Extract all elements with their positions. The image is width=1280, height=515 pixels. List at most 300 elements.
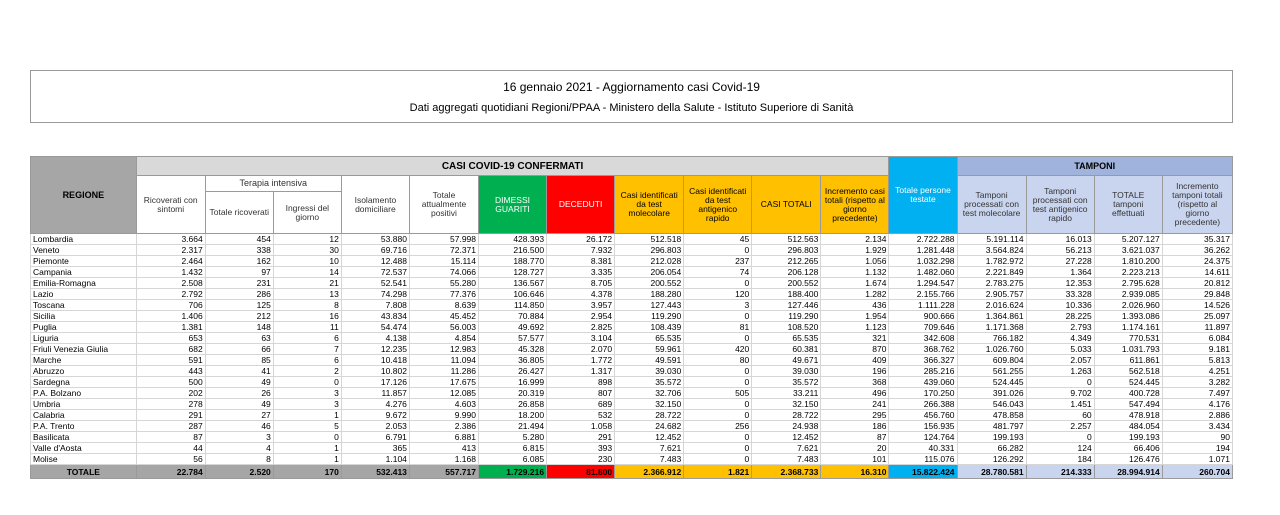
cell-ricoverati: 1.406 (136, 311, 205, 322)
total-tamponi-molecolare: 28.780.581 (957, 465, 1026, 479)
cell-antigenico: 120 (684, 289, 752, 300)
cell-tamponi-molecolare: 766.182 (957, 333, 1026, 344)
cell-tamponi-molecolare: 2.016.624 (957, 300, 1026, 311)
cell-incremento-casi: 186 (821, 421, 889, 432)
cell-isolamento: 74.298 (341, 289, 409, 300)
cell-persone-testate: 366.327 (889, 355, 957, 366)
cell-persone-testate: 285.216 (889, 366, 957, 377)
cell-molecolare: 200.552 (615, 278, 684, 289)
cell-dimessi: 6.815 (479, 443, 547, 454)
cell-regione: P.A. Trento (31, 421, 137, 432)
cell-casi-totali: 39.030 (752, 366, 821, 377)
cell-tamponi-molecolare: 1.026.760 (957, 344, 1026, 355)
cell-isolamento: 43.834 (341, 311, 409, 322)
header-totale-ricoverati: Totale ricoverati (205, 192, 273, 234)
cell-ingressi: 12 (273, 234, 341, 245)
cell-incremento-casi: 2.134 (821, 234, 889, 245)
cell-persone-testate: 368.762 (889, 344, 957, 355)
table-row (31, 366, 1233, 377)
cell-antigenico: 0 (684, 278, 752, 289)
cell-dimessi: 114.850 (479, 300, 547, 311)
table-row (31, 344, 1233, 355)
cell-dimessi: 136.567 (479, 278, 547, 289)
totals-row (31, 465, 1233, 479)
cell-positivi: 17.675 (409, 377, 478, 388)
cell-incremento-casi: 1.123 (821, 322, 889, 333)
cell-totale-ricoverati: 46 (205, 421, 273, 432)
header-deceduti: DECEDUTI (547, 176, 615, 234)
cell-antigenico: 0 (684, 432, 752, 443)
cell-deceduti: 3.104 (547, 333, 615, 344)
cell-tamponi-totale: 484.054 (1094, 421, 1162, 432)
cell-tamponi-totale: 478.918 (1094, 410, 1162, 421)
cell-isolamento: 72.537 (341, 267, 409, 278)
cell-persone-testate: 156.935 (889, 421, 957, 432)
cell-casi-totali: 206.128 (752, 267, 821, 278)
cell-deceduti: 291 (547, 432, 615, 443)
header-terapia-intensiva: Terapia intensiva (205, 176, 341, 192)
cell-incremento-tamponi: 36.262 (1162, 245, 1232, 256)
cell-molecolare: 512.518 (615, 234, 684, 245)
cell-dimessi: 21.494 (479, 421, 547, 432)
cell-molecolare: 12.452 (615, 432, 684, 443)
cell-ricoverati: 287 (136, 421, 205, 432)
cell-isolamento: 17.126 (341, 377, 409, 388)
cell-tamponi-molecolare: 2.905.757 (957, 289, 1026, 300)
cell-totale-ricoverati: 125 (205, 300, 273, 311)
table-row (31, 267, 1233, 278)
cell-ricoverati: 44 (136, 443, 205, 454)
cell-incremento-tamponi: 194 (1162, 443, 1232, 454)
cell-tamponi-antigenico: 2.793 (1026, 322, 1094, 333)
cell-positivi: 57.998 (409, 234, 478, 245)
header-tamponi-molecolare: Tamponi processati con test molecolare (957, 176, 1026, 234)
cell-isolamento: 69.716 (341, 245, 409, 256)
cell-isolamento: 4.276 (341, 399, 409, 410)
cell-tamponi-antigenico: 124 (1026, 443, 1094, 454)
cell-tamponi-antigenico: 12.353 (1026, 278, 1094, 289)
cell-regione: Marche (31, 355, 137, 366)
cell-deceduti: 1.058 (547, 421, 615, 432)
cell-ricoverati: 1.432 (136, 267, 205, 278)
cell-persone-testate: 342.608 (889, 333, 957, 344)
cell-regione: Piemonte (31, 256, 137, 267)
cell-casi-totali: 108.520 (752, 322, 821, 333)
cell-dimessi: 188.770 (479, 256, 547, 267)
cell-ingressi: 2 (273, 366, 341, 377)
cell-totale-ricoverati: 8 (205, 454, 273, 465)
cell-ingressi: 21 (273, 278, 341, 289)
cell-antigenico: 0 (684, 454, 752, 465)
cell-isolamento: 10.802 (341, 366, 409, 377)
cell-isolamento: 54.474 (341, 322, 409, 333)
cell-antigenico: 3 (684, 300, 752, 311)
cell-molecolare: 39.030 (615, 366, 684, 377)
cell-persone-testate: 456.760 (889, 410, 957, 421)
cell-persone-testate: 1.281.448 (889, 245, 957, 256)
cell-tamponi-molecolare: 524.445 (957, 377, 1026, 388)
total-isolamento: 532.413 (341, 465, 409, 479)
cell-totale-ricoverati: 63 (205, 333, 273, 344)
cell-antigenico: 0 (684, 377, 752, 388)
cell-antigenico: 0 (684, 443, 752, 454)
cell-casi-totali: 35.572 (752, 377, 821, 388)
total-deceduti: 81.800 (547, 465, 615, 479)
header-tamponi: TAMPONI (957, 157, 1232, 176)
table-row (31, 289, 1233, 300)
cell-tamponi-totale: 524.445 (1094, 377, 1162, 388)
report-title: 16 gennaio 2021 - Aggiornamento casi Covid-19 (503, 80, 760, 94)
cell-regione: Friuli Venezia Giulia (31, 344, 137, 355)
cell-deceduti: 1.317 (547, 366, 615, 377)
cell-ricoverati: 2.508 (136, 278, 205, 289)
cell-tamponi-totale: 562.518 (1094, 366, 1162, 377)
cell-totale-ricoverati: 27 (205, 410, 273, 421)
header-dimessi: DIMESSI GUARITI (479, 176, 547, 234)
cell-tamponi-totale: 1.810.200 (1094, 256, 1162, 267)
cell-casi-totali: 200.552 (752, 278, 821, 289)
table-row (31, 432, 1233, 443)
cell-persone-testate: 115.076 (889, 454, 957, 465)
cell-ingressi: 0 (273, 432, 341, 443)
cell-tamponi-totale: 5.207.127 (1094, 234, 1162, 245)
table-row (31, 443, 1233, 454)
cell-tamponi-antigenico: 28.225 (1026, 311, 1094, 322)
total-antigenico: 1.821 (684, 465, 752, 479)
cell-totale-ricoverati: 212 (205, 311, 273, 322)
cell-isolamento: 6.791 (341, 432, 409, 443)
cell-molecolare: 35.572 (615, 377, 684, 388)
cell-isolamento: 11.857 (341, 388, 409, 399)
cell-casi-totali: 119.290 (752, 311, 821, 322)
cell-incremento-casi: 241 (821, 399, 889, 410)
cell-dimessi: 216.500 (479, 245, 547, 256)
cell-persone-testate: 2.722.288 (889, 234, 957, 245)
cell-molecolare: 49.591 (615, 355, 684, 366)
cell-casi-totali: 7.621 (752, 443, 821, 454)
cell-isolamento: 10.418 (341, 355, 409, 366)
cell-casi-totali: 296.803 (752, 245, 821, 256)
cell-incremento-tamponi: 14.611 (1162, 267, 1232, 278)
cell-incremento-casi: 321 (821, 333, 889, 344)
cell-tamponi-molecolare: 66.282 (957, 443, 1026, 454)
cell-ricoverati: 500 (136, 377, 205, 388)
total-tamponi-totale: 28.994.914 (1094, 465, 1162, 479)
cell-ingressi: 16 (273, 311, 341, 322)
cell-incremento-casi: 87 (821, 432, 889, 443)
cell-regione: Emilia-Romagna (31, 278, 137, 289)
cell-regione: Toscana (31, 300, 137, 311)
cell-tamponi-totale: 547.494 (1094, 399, 1162, 410)
cell-tamponi-totale: 3.621.037 (1094, 245, 1162, 256)
cell-positivi: 8.639 (409, 300, 478, 311)
total-tamponi-antigenico: 214.333 (1026, 465, 1094, 479)
cell-deceduti: 26.172 (547, 234, 615, 245)
cell-incremento-casi: 1.282 (821, 289, 889, 300)
cell-ingressi: 5 (273, 421, 341, 432)
header-tamponi-antigenico: Tamponi processati con test antigenico rapido (1026, 176, 1094, 234)
cell-persone-testate: 439.060 (889, 377, 957, 388)
cell-ingressi: 7 (273, 344, 341, 355)
cell-ricoverati: 443 (136, 366, 205, 377)
cell-positivi: 15.114 (409, 256, 478, 267)
cell-incremento-casi: 436 (821, 300, 889, 311)
total-dimessi: 1.729.216 (479, 465, 547, 479)
cell-casi-totali: 212.265 (752, 256, 821, 267)
total-totale-ricoverati: 2.520 (205, 465, 273, 479)
cell-incremento-casi: 101 (821, 454, 889, 465)
cell-tamponi-antigenico: 1.263 (1026, 366, 1094, 377)
cell-ingressi: 30 (273, 245, 341, 256)
cell-deceduti: 807 (547, 388, 615, 399)
cell-ingressi: 0 (273, 377, 341, 388)
cell-incremento-casi: 196 (821, 366, 889, 377)
cell-incremento-tamponi: 11.897 (1162, 322, 1232, 333)
cell-casi-totali: 127.446 (752, 300, 821, 311)
header-isolamento: Isolamento domiciliare (341, 176, 409, 234)
cell-casi-totali: 49.671 (752, 355, 821, 366)
cell-tamponi-antigenico: 56.213 (1026, 245, 1094, 256)
cell-molecolare: 28.722 (615, 410, 684, 421)
cell-totale-ricoverati: 85 (205, 355, 273, 366)
cell-tamponi-totale: 2.795.628 (1094, 278, 1162, 289)
covid-data-table (30, 156, 1233, 479)
table-row (31, 421, 1233, 432)
cell-dimessi: 70.884 (479, 311, 547, 322)
table-row (31, 311, 1233, 322)
cell-dimessi: 128.727 (479, 267, 547, 278)
cell-deceduti: 8.705 (547, 278, 615, 289)
cell-positivi: 12.983 (409, 344, 478, 355)
cell-antigenico: 45 (684, 234, 752, 245)
header-molecolare: Casi identificati da test molecolare (615, 176, 684, 234)
cell-incremento-tamponi: 20.812 (1162, 278, 1232, 289)
cell-isolamento: 12.488 (341, 256, 409, 267)
table-row (31, 256, 1233, 267)
cell-casi-totali: 188.400 (752, 289, 821, 300)
cell-tamponi-molecolare: 1.782.972 (957, 256, 1026, 267)
cell-ricoverati: 3.664 (136, 234, 205, 245)
table-row (31, 322, 1233, 333)
cell-persone-testate: 1.032.298 (889, 256, 957, 267)
cell-regione: Abruzzo (31, 366, 137, 377)
total-positivi: 557.717 (409, 465, 478, 479)
cell-regione: Umbria (31, 399, 137, 410)
cell-antigenico: 0 (684, 399, 752, 410)
cell-tamponi-molecolare: 481.797 (957, 421, 1026, 432)
cell-antigenico: 81 (684, 322, 752, 333)
cell-totale-ricoverati: 231 (205, 278, 273, 289)
cell-incremento-tamponi: 90 (1162, 432, 1232, 443)
total-ingressi: 170 (273, 465, 341, 479)
cell-tamponi-molecolare: 1.171.368 (957, 322, 1026, 333)
cell-antigenico: 0 (684, 333, 752, 344)
cell-positivi: 56.003 (409, 322, 478, 333)
cell-tamponi-antigenico: 9.702 (1026, 388, 1094, 399)
cell-molecolare: 7.621 (615, 443, 684, 454)
cell-regione: Lombardia (31, 234, 137, 245)
cell-incremento-casi: 295 (821, 410, 889, 421)
cell-tamponi-molecolare: 391.026 (957, 388, 1026, 399)
cell-tamponi-molecolare: 609.804 (957, 355, 1026, 366)
cell-positivi: 45.452 (409, 311, 478, 322)
cell-regione: Calabria (31, 410, 137, 421)
cell-ingressi: 6 (273, 355, 341, 366)
cell-isolamento: 2.053 (341, 421, 409, 432)
cell-tamponi-antigenico: 33.328 (1026, 289, 1094, 300)
cell-isolamento: 53.880 (341, 234, 409, 245)
cell-positivi: 55.280 (409, 278, 478, 289)
cell-molecolare: 188.280 (615, 289, 684, 300)
cell-casi-totali: 7.483 (752, 454, 821, 465)
header-tamponi-totale: TOTALE tamponi effettuati (1094, 176, 1162, 234)
cell-antigenico: 80 (684, 355, 752, 366)
cell-antigenico: 0 (684, 410, 752, 421)
cell-persone-testate: 1.482.060 (889, 267, 957, 278)
cell-casi-totali: 65.535 (752, 333, 821, 344)
cell-ingressi: 6 (273, 333, 341, 344)
cell-dimessi: 36.805 (479, 355, 547, 366)
total-casi-totali: 2.368.733 (752, 465, 821, 479)
cell-positivi: 1.168 (409, 454, 478, 465)
cell-deceduti: 689 (547, 399, 615, 410)
cell-tamponi-antigenico: 184 (1026, 454, 1094, 465)
total-molecolare: 2.366.912 (615, 465, 684, 479)
cell-persone-testate: 170.250 (889, 388, 957, 399)
cell-tamponi-totale: 611.861 (1094, 355, 1162, 366)
cell-ingressi: 3 (273, 388, 341, 399)
cell-totale-ricoverati: 49 (205, 399, 273, 410)
cell-positivi: 11.286 (409, 366, 478, 377)
cell-tamponi-totale: 199.193 (1094, 432, 1162, 443)
cell-dimessi: 106.646 (479, 289, 547, 300)
cell-ingressi: 3 (273, 399, 341, 410)
cell-ingressi: 1 (273, 454, 341, 465)
cell-regione: Lazio (31, 289, 137, 300)
cell-incremento-tamponi: 4.176 (1162, 399, 1232, 410)
cell-molecolare: 108.439 (615, 322, 684, 333)
cell-totale-ricoverati: 286 (205, 289, 273, 300)
cell-tamponi-totale: 2.939.085 (1094, 289, 1162, 300)
cell-totale-ricoverati: 26 (205, 388, 273, 399)
table-row (31, 234, 1233, 245)
header-incremento-tamponi: Incremento tamponi totali (rispetto al giorno precedente) (1162, 176, 1232, 234)
cell-ricoverati: 682 (136, 344, 205, 355)
cell-totale-ricoverati: 148 (205, 322, 273, 333)
cell-persone-testate: 124.764 (889, 432, 957, 443)
cell-tamponi-totale: 2.223.213 (1094, 267, 1162, 278)
cell-tamponi-antigenico: 2.057 (1026, 355, 1094, 366)
cell-regione: P.A. Bolzano (31, 388, 137, 399)
cell-positivi: 9.990 (409, 410, 478, 421)
cell-tamponi-antigenico: 5.033 (1026, 344, 1094, 355)
cell-tamponi-molecolare: 126.292 (957, 454, 1026, 465)
cell-ingressi: 1 (273, 443, 341, 454)
cell-totale-ricoverati: 454 (205, 234, 273, 245)
cell-isolamento: 4.138 (341, 333, 409, 344)
cell-molecolare: 7.483 (615, 454, 684, 465)
cell-molecolare: 65.535 (615, 333, 684, 344)
table-row (31, 388, 1233, 399)
cell-casi-totali: 512.563 (752, 234, 821, 245)
table-row (31, 333, 1233, 344)
cell-tamponi-molecolare: 3.564.824 (957, 245, 1026, 256)
cell-dimessi: 26.427 (479, 366, 547, 377)
report-subtitle: Dati aggregati quotidiani Regioni/PPAA - Ministero della Salute - Istituto Superiore di Sanità (409, 102, 854, 114)
cell-dimessi: 6.085 (479, 454, 547, 465)
report-title-box (30, 70, 1233, 123)
cell-deceduti: 8.381 (547, 256, 615, 267)
cell-regione: Valle d'Aosta (31, 443, 137, 454)
cell-totale-ricoverati: 66 (205, 344, 273, 355)
cell-ricoverati: 2.792 (136, 289, 205, 300)
cell-ingressi: 1 (273, 410, 341, 421)
cell-tamponi-antigenico: 60 (1026, 410, 1094, 421)
cell-tamponi-totale: 770.531 (1094, 333, 1162, 344)
cell-regione: Basilicata (31, 432, 137, 443)
cell-incremento-tamponi: 3.282 (1162, 377, 1232, 388)
header-ricoverati: Ricoverati con sintomi (136, 176, 205, 234)
cell-tamponi-molecolare: 2.221.849 (957, 267, 1026, 278)
cell-dimessi: 428.393 (479, 234, 547, 245)
cell-persone-testate: 266.388 (889, 399, 957, 410)
cell-incremento-tamponi: 29.848 (1162, 289, 1232, 300)
header-incremento-casi: Incremento casi totali (rispetto al giorno precedente) (821, 176, 889, 234)
cell-tamponi-totale: 1.174.161 (1094, 322, 1162, 333)
cell-deceduti: 3.335 (547, 267, 615, 278)
cell-deceduti: 230 (547, 454, 615, 465)
cell-incremento-tamponi: 25.097 (1162, 311, 1232, 322)
cell-dimessi: 45.328 (479, 344, 547, 355)
cell-deceduti: 393 (547, 443, 615, 454)
cell-incremento-tamponi: 14.526 (1162, 300, 1232, 311)
cell-positivi: 4.603 (409, 399, 478, 410)
cell-tamponi-antigenico: 10.336 (1026, 300, 1094, 311)
cell-tamponi-totale: 400.728 (1094, 388, 1162, 399)
header-ingressi: Ingressi del giorno (273, 192, 341, 234)
cell-ricoverati: 1.381 (136, 322, 205, 333)
cell-incremento-tamponi: 6.084 (1162, 333, 1232, 344)
cell-incremento-casi: 1.674 (821, 278, 889, 289)
cell-incremento-casi: 870 (821, 344, 889, 355)
cell-isolamento: 9.672 (341, 410, 409, 421)
cell-incremento-tamponi: 1.071 (1162, 454, 1232, 465)
cell-positivi: 77.376 (409, 289, 478, 300)
cell-dimessi: 18.200 (479, 410, 547, 421)
cell-antigenico: 74 (684, 267, 752, 278)
cell-ricoverati: 291 (136, 410, 205, 421)
cell-antigenico: 237 (684, 256, 752, 267)
cell-ingressi: 11 (273, 322, 341, 333)
cell-deceduti: 2.825 (547, 322, 615, 333)
cell-tamponi-molecolare: 478.858 (957, 410, 1026, 421)
cell-isolamento: 7.808 (341, 300, 409, 311)
cell-tamponi-totale: 1.031.793 (1094, 344, 1162, 355)
cell-positivi: 72.371 (409, 245, 478, 256)
cell-incremento-tamponi: 7.497 (1162, 388, 1232, 399)
cell-regione: Campania (31, 267, 137, 278)
cell-molecolare: 119.290 (615, 311, 684, 322)
cell-molecolare: 32.706 (615, 388, 684, 399)
table-row (31, 399, 1233, 410)
cell-tamponi-molecolare: 561.255 (957, 366, 1026, 377)
cell-deceduti: 2.954 (547, 311, 615, 322)
cell-tamponi-antigenico: 1.451 (1026, 399, 1094, 410)
cell-totale-ricoverati: 4 (205, 443, 273, 454)
cell-positivi: 11.094 (409, 355, 478, 366)
cell-incremento-casi: 409 (821, 355, 889, 366)
cell-casi-totali: 60.381 (752, 344, 821, 355)
